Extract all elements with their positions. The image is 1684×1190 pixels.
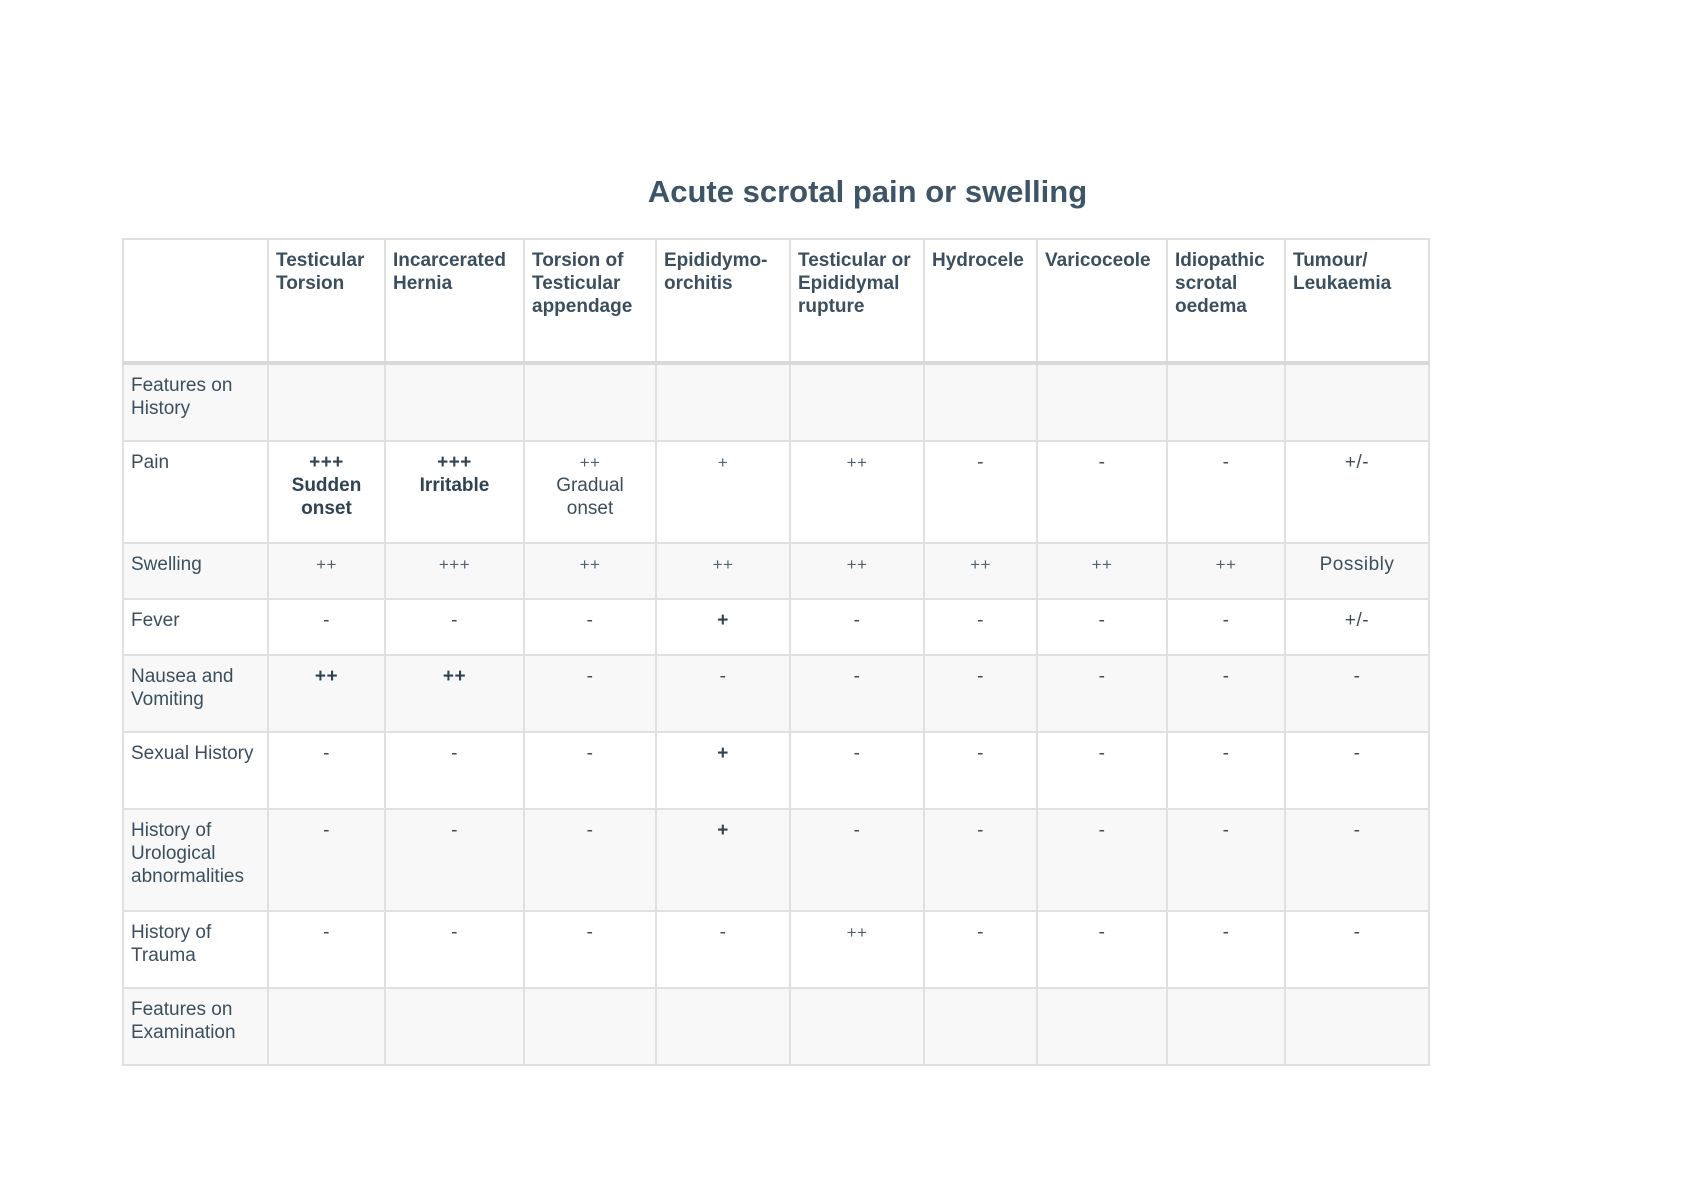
cell-value: +++ [437, 452, 472, 473]
table-cell: - [1167, 441, 1285, 543]
row-label: Swelling [123, 543, 268, 599]
table-cell: ++ [656, 543, 790, 599]
differential-table [122, 238, 1430, 1066]
table-row [123, 732, 1429, 809]
table-row [123, 655, 1429, 732]
table-cell: Possibly [1285, 543, 1429, 599]
table-cell: ++ [790, 441, 924, 543]
table-row [123, 911, 1429, 988]
table-cell: ++ [268, 655, 385, 732]
table-cell: - [790, 655, 924, 732]
table-cell [524, 988, 656, 1065]
table-cell: - [385, 732, 524, 809]
table-cell: - [1167, 809, 1285, 911]
table-cell: - [1037, 599, 1167, 655]
table-cell [524, 441, 656, 543]
table-cell: ++ [1167, 543, 1285, 599]
table-cell: - [924, 655, 1037, 732]
header-idiopathic-scrotal-oedema: Idiopathic scrotal oedema [1167, 239, 1285, 363]
header-testicular-or-epididymal-rupture: Testicular or Epididymal rupture [790, 239, 924, 363]
table-cell [924, 988, 1037, 1065]
table-cell [385, 363, 524, 441]
table-cell: - [268, 911, 385, 988]
table-cell [268, 988, 385, 1065]
table-cell: - [790, 599, 924, 655]
table-row [123, 363, 1429, 441]
table-cell: - [385, 911, 524, 988]
table-cell [385, 988, 524, 1065]
table-cell [790, 363, 924, 441]
table-cell: + [656, 732, 790, 809]
cell-value: +++ [309, 452, 344, 473]
table-cell [1037, 363, 1167, 441]
table-cell: - [1167, 655, 1285, 732]
row-label: Features on Examination [123, 988, 268, 1065]
table-cell: - [1037, 911, 1167, 988]
table-cell [656, 988, 790, 1065]
table-row [123, 809, 1429, 911]
table-cell [385, 441, 524, 543]
table-cell: - [924, 599, 1037, 655]
table-cell: ++ [924, 543, 1037, 599]
table-cell: ++ [524, 543, 656, 599]
table-cell: - [1285, 655, 1429, 732]
table-cell [790, 988, 924, 1065]
table-cell: + [656, 441, 790, 543]
table-cell: - [924, 809, 1037, 911]
table-cell: - [1167, 911, 1285, 988]
table-cell: - [656, 655, 790, 732]
table-cell: - [1037, 809, 1167, 911]
table-cell [1037, 988, 1167, 1065]
header-varicoceole: Varicoceole [1037, 239, 1167, 363]
table-cell: - [385, 599, 524, 655]
table-cell: - [524, 655, 656, 732]
row-label: Nausea and Vomiting [123, 655, 268, 732]
table-cell: - [268, 809, 385, 911]
table-cell: - [385, 809, 524, 911]
table-cell [1285, 988, 1429, 1065]
header-testicular-torsion: Testicular Torsion [268, 239, 385, 363]
cell-note: Irritable [419, 475, 490, 496]
table-cell: - [1037, 441, 1167, 543]
table-cell [924, 363, 1037, 441]
table-cell: ++ [1037, 543, 1167, 599]
table-cell: - [1285, 809, 1429, 911]
table-cell: + [656, 809, 790, 911]
header-torsion-of-testicular-appendage: Torsion of Testicular appendage [524, 239, 656, 363]
row-label: History of Urological abnormalities [123, 809, 268, 911]
table-cell [524, 363, 656, 441]
row-label: Sexual History [123, 732, 268, 809]
table-cell [1167, 988, 1285, 1065]
table-cell: - [1285, 732, 1429, 809]
table-row [123, 543, 1429, 599]
table-cell: - [524, 911, 656, 988]
table-cell: - [524, 809, 656, 911]
table-cell: - [924, 732, 1037, 809]
table-cell [268, 441, 385, 543]
row-label: Fever [123, 599, 268, 655]
table-cell: - [1037, 732, 1167, 809]
table-cell: +/- [1285, 441, 1429, 543]
table-cell: - [656, 911, 790, 988]
table-cell: - [1167, 599, 1285, 655]
table-cell: - [924, 441, 1037, 543]
header-tumour-leukaemia: Tumour/ Leukaemia [1285, 239, 1429, 363]
table-cell [656, 363, 790, 441]
table-cell: - [924, 911, 1037, 988]
table-cell [268, 363, 385, 441]
table-cell: - [524, 732, 656, 809]
header-epididymo-orchitis: Epididymo-orchitis [656, 239, 790, 363]
cell-value: ++ [579, 453, 601, 472]
header-incarcerated-hernia: Incarcerated Hernia [385, 239, 524, 363]
header-row [123, 239, 1429, 363]
table-cell: - [790, 732, 924, 809]
table-cell: ++ [385, 655, 524, 732]
row-label: History of Trauma [123, 911, 268, 988]
table-cell: ++ [268, 543, 385, 599]
table-cell: - [524, 599, 656, 655]
table-cell: - [268, 599, 385, 655]
table-cell: + [656, 599, 790, 655]
table-cell [1285, 363, 1429, 441]
table-row [123, 988, 1429, 1065]
table-row [123, 441, 1429, 543]
table-cell: - [1037, 655, 1167, 732]
table-row [123, 599, 1429, 655]
header-hydrocele: Hydrocele [924, 239, 1037, 363]
table-cell: - [1167, 732, 1285, 809]
table-cell: - [790, 809, 924, 911]
page-title: Acute scrotal pain or swelling [647, 174, 1088, 209]
table-cell: +/- [1285, 599, 1429, 655]
row-label: Pain [123, 441, 268, 543]
table-cell: ++ [790, 543, 924, 599]
table-cell: - [268, 732, 385, 809]
cell-note: Gradual onset [556, 475, 624, 519]
table-cell: - [1285, 911, 1429, 988]
cell-note: Sudden onset [291, 475, 362, 519]
table-cell: +++ [385, 543, 524, 599]
table-cell [1167, 363, 1285, 441]
table-cell: ++ [790, 911, 924, 988]
header-corner [123, 239, 268, 363]
row-label: Features on History [123, 363, 268, 441]
